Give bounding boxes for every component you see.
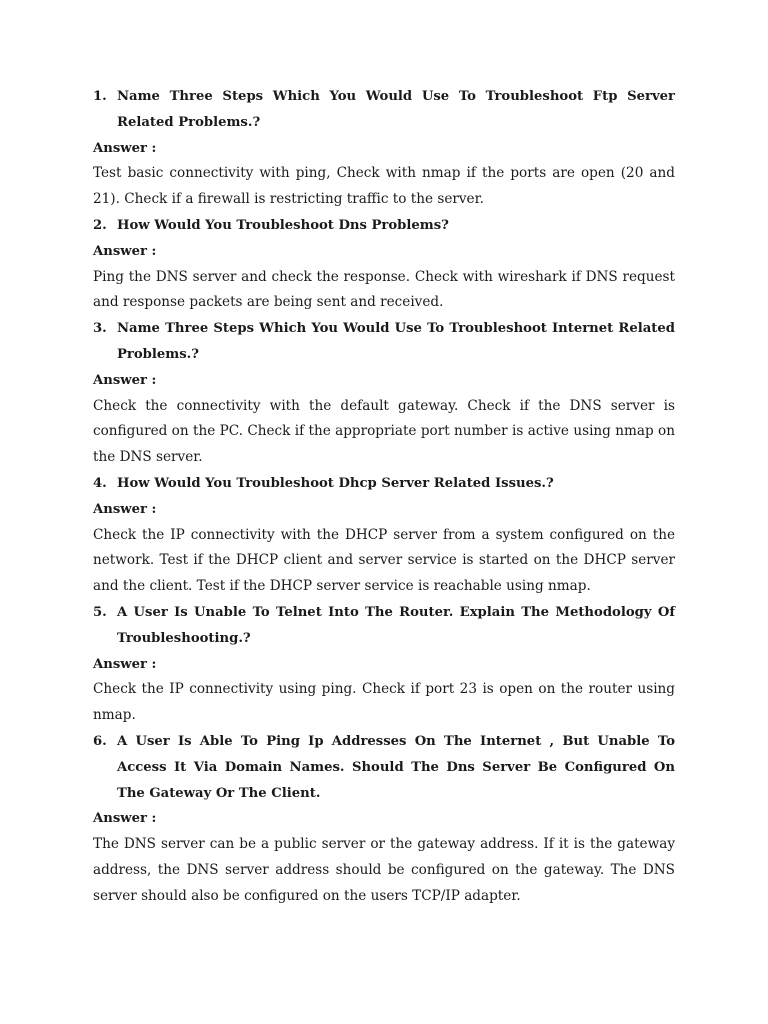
- question-5: [93, 600, 675, 652]
- answer-text: The DNS server can be a public server or the gateway address. If it is the gateway address, the DNS server address should be configured on the gateway. The DNS server should also be configured on the users TCP/IP adapter.: [93, 836, 675, 904]
- qa-item-1: [93, 84, 675, 213]
- question-text: A User Is Unable To Telnet Into The Router. Explain The Methodology Of Troubleshooting.?: [117, 604, 675, 646]
- question-6: [93, 729, 675, 806]
- answer-text: Test basic connectivity with ping, Check with nmap if the ports are open (20 and 21). Check if a firewall is restricting traffic to the server.: [93, 165, 675, 208]
- answer-text: Check the IP connectivity with the DHCP server from a system configured on the network. Test if the DHCP client and server service is started on the DHCP server and the client. Test if the DHCP server service is reachable using nmap.: [93, 526, 675, 595]
- question-text: A User Is Able To Ping Ip Addresses On The Internet , But Unable To Access It Via Domain Names. Should The Dns Server Be Configured On The Gateway Or The Client.: [117, 733, 675, 801]
- answer-text: Check the connectivity with the default gateway. Check if the DNS server is configured on the PC. Check if the appropriate port number is active using nmap on the DNS server.: [93, 397, 675, 466]
- answer-label: Answer :: [93, 372, 157, 388]
- question-text: Name Three Steps Which You Would Use To Troubleshoot Internet Related Problems.?: [117, 321, 675, 362]
- question-text: Name Three Steps Which You Would Use To Troubleshoot Ftp Server Related Problems.?: [117, 89, 675, 130]
- answer-label: Answer :: [93, 140, 157, 156]
- question-text: How Would You Troubleshoot Dhcp Server Related Issues.?: [117, 475, 554, 491]
- question-4: [93, 471, 675, 497]
- question-1: [93, 84, 675, 136]
- answer-label: Answer :: [93, 811, 157, 827]
- question-number: 3.: [93, 321, 107, 337]
- qa-item-6: [93, 729, 675, 910]
- question-number: 4.: [93, 475, 107, 491]
- question-number: 2.: [93, 217, 107, 233]
- question-2: [93, 213, 675, 239]
- question-number: 6.: [93, 733, 107, 749]
- answer-label: Answer :: [93, 243, 157, 259]
- answer-label: Answer :: [93, 501, 157, 517]
- qa-item-3: [93, 316, 675, 471]
- answer-text: Ping the DNS server and check the response. Check with wireshark if DNS request and response packets are being sent and received.: [93, 268, 675, 311]
- question-number: 5.: [93, 604, 107, 620]
- qa-item-5: [93, 600, 675, 729]
- answer-label: Answer :: [93, 656, 157, 672]
- document-page: [93, 84, 675, 910]
- qa-item-2: [93, 213, 675, 316]
- question-3: [93, 316, 675, 368]
- question-text: How Would You Troubleshoot Dns Problems?: [117, 217, 449, 233]
- qa-item-4: [93, 471, 675, 600]
- question-number: 1.: [93, 89, 107, 104]
- answer-text: Check the IP connectivity using ping. Check if port 23 is open on the router using nmap.: [93, 681, 675, 724]
